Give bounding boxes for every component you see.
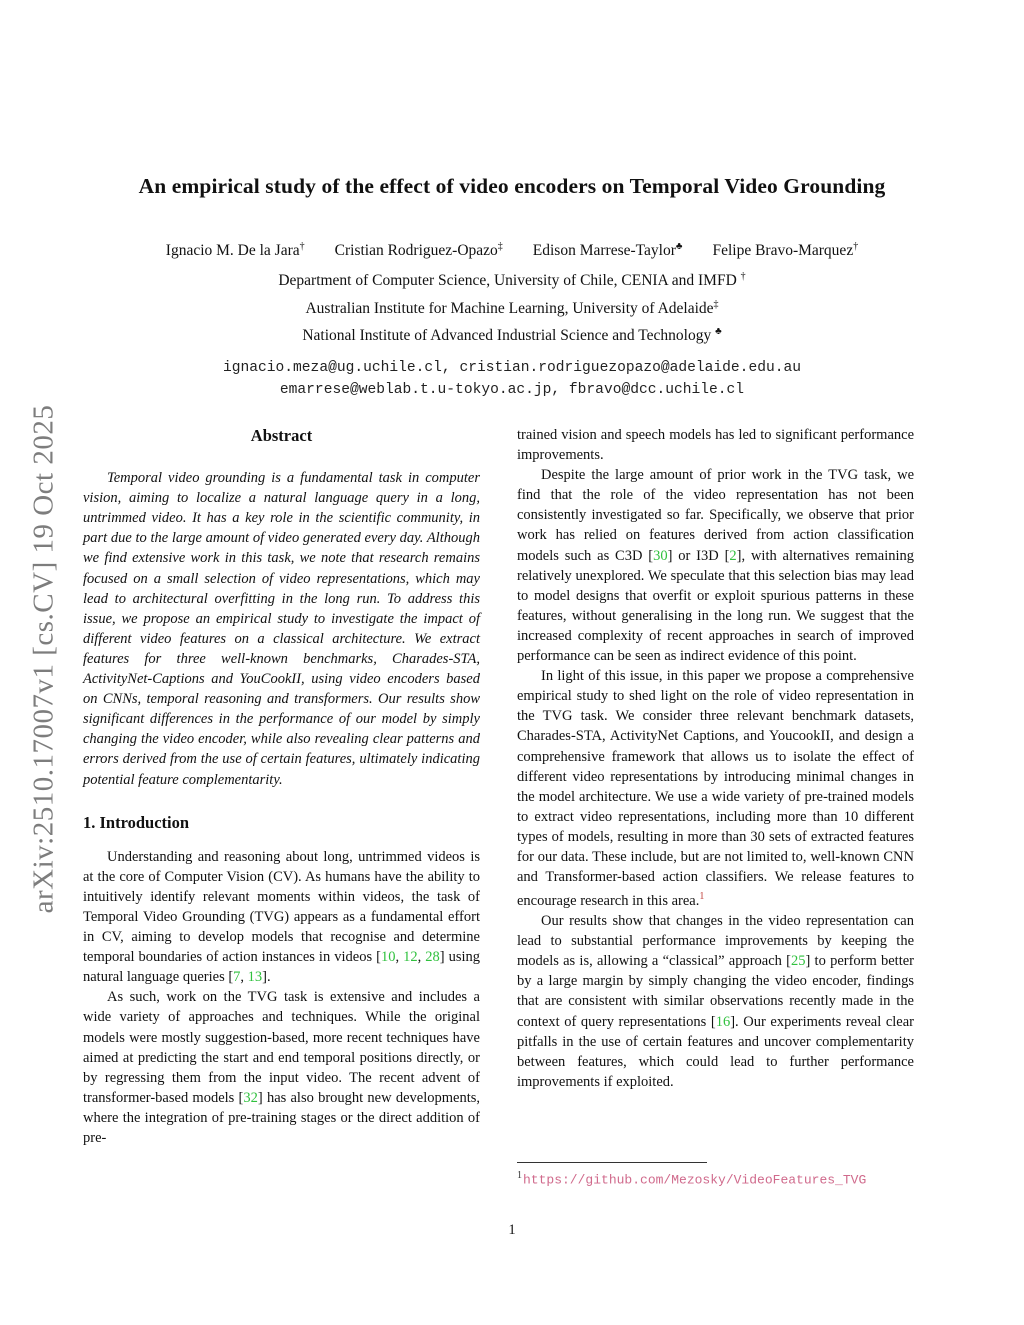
page-number: 1 (508, 1222, 516, 1238)
paragraph: In light of this issue, in this paper we propose a comprehensive empirical study to shed light on the role of video representation in the TVG task. We consider three relevant benchmark datasets, Charades-STA, ActivityNet Captions, and YoucookII, and design a comprehensive framework that allows us to isolate the effect of different video representations by introducing minimal changes in the model architecture. We use a wide variety of pre-trained models to extract video representations, including more than 10 different types of models, resulting in more than 30 sets of extracted features for our data. These include, but are not limited to, well-known CNN and Transformer-based action classifiers. We release features to encourage research in this area.$^1$ (517, 668, 914, 909)
email-line-2: emarrese@weblab.t.u-tokyo.ac.jp, fbravo@dcc.uchile.cl (279, 382, 745, 399)
author-name: Felipe Bravo-Marquez (712, 242, 854, 260)
footnote-marker: 1 (699, 891, 705, 903)
affiliation-mark: ♣ (715, 326, 722, 338)
author-name: Edison Marrese-Taylor (532, 242, 676, 260)
paragraph: As such, work on the TVG task is extensive and includes a wide variety of approaches and techniques. While the original models were mostly suggestion-based, more recent techniques have aimed at predicting the start and end temporal positions directly, or by regressing them from the input video. The recent advent of transformer-based models [32] has also brought new developments, where the integration of pre-training stages or the direct addition of pre- (83, 989, 480, 1146)
right-column (517, 425, 914, 1148)
affiliation-1: Department of Computer Science, University of Chile, CENIA and IMFD † (278, 271, 746, 290)
footnote-rule (517, 1162, 707, 1163)
citation-link[interactable]: 12 (403, 949, 418, 966)
arxiv-identifier: arXiv:2510.17007v1 [cs.CV] 19 Oct 2025 (27, 404, 60, 914)
citation-link[interactable]: 28 (425, 949, 440, 966)
footnote-block (517, 1162, 914, 1187)
footnote-number: 1 (517, 1170, 522, 1181)
author-affiliation-mark: ‡ (497, 241, 503, 252)
citation-link[interactable]: 30 (653, 547, 668, 564)
citation-link[interactable]: 10 (380, 949, 396, 966)
email-line-1: ignacio.meza@ug.uchile.cl, cristian.rodriguezopazo@adelaide.edu.au (222, 360, 801, 377)
author-affiliation-mark: † (853, 241, 859, 252)
paragraph: trained vision and speech models has led to significant performance improvements. (517, 427, 914, 464)
abstract-text: Temporal video grounding is a fundamental task in computer vision, aiming to localize a natural language query in a long, untrimmed video. It has a key role in the scientific community, in part due to the large amount of video generated every day. Although we find extensive work in this task, we note that research remains focused on a small selection of video representations, which may lead to architectural overfitting in the long run. To address this issue, we propose an empirical study to investigate the impact of different video features on a classical architecture. We extract features for three well-known benchmarks, Charades-STA, ActivityNet-Captions and YouCookII, using video encoders based on CNNs, temporal reasoning and transformers. Our results show significant differences in the performance of our model by simply changing the video encoder, while also revealing clear patterns and errors derived from the use of certain features, ultimately indicating potential feature complementarity. (83, 470, 480, 788)
paragraph: Understanding and reasoning about long, untrimmed videos is at the core of Computer Vision (CV). As humans have the ability to intuitively identify relevant moments within videos, the task of Temporal Video Grounding (TVG) appears as a fundamental effort in CV, aiming to develop models that recognise and determine temporal boundaries of action instances in videos [10, 12, 28] using natural language queries [7, 13]. (83, 848, 481, 986)
section-heading-introduction: 1. Introduction (83, 812, 190, 832)
github-repo-link[interactable]: https://github.com/Mezosky/VideoFeatures_TVG (523, 1172, 867, 1188)
affiliation-2: Australian Institute for Machine Learning, University of Adelaide‡ (305, 298, 719, 317)
citation-link[interactable]: 2 (729, 547, 737, 564)
affiliations (0, 265, 1024, 348)
author-3 (533, 241, 683, 260)
paper-header (0, 174, 1024, 401)
affiliation-3: National Institute of Advanced Industrial Science and Technology ♣ (302, 326, 722, 345)
citation-link[interactable]: 25 (791, 953, 806, 970)
paper-title: An empirical study of the effect of video encoders on Temporal Video Grounding (138, 174, 886, 198)
citation-link[interactable]: 13 (247, 969, 263, 986)
author-name: Ignacio M. De la Jara (165, 242, 300, 260)
author-line (0, 241, 1024, 260)
author-4 (712, 241, 858, 260)
author-emails (0, 357, 1024, 401)
left-column (83, 425, 480, 1148)
affiliation-mark: † (740, 271, 746, 283)
author-affiliation-mark: ♣ (675, 241, 683, 252)
footnote (517, 1170, 914, 1187)
affiliation-mark: ‡ (713, 298, 719, 310)
two-column-body (83, 425, 914, 1148)
author-2 (335, 241, 503, 260)
author-1 (166, 241, 305, 260)
author-name: Cristian Rodriguez-Opazo (334, 242, 498, 260)
citation-link[interactable]: 16 (715, 1013, 731, 1030)
abstract-heading: Abstract (250, 426, 313, 445)
citation-link[interactable]: 32 (243, 1089, 258, 1106)
author-affiliation-mark: † (299, 241, 305, 252)
paragraph: Our results show that changes in the video representation can lead to substantial performance improvements by keeping the models as is, allowing a “classical” approach [25] to perform better by a large margin by simply changing the video encoder, findings that are consistent with similar observations recently made in the context of query representations [16]. Our experiments reveal clear pitfalls in the use of certain features and uncover complementarity between features, which could lead to further performance improvements if exploited. (517, 913, 915, 1090)
citation-link[interactable]: 7 (233, 969, 241, 986)
paragraph: Despite the large amount of prior work in the TVG task, we find that the role of the video representation has not been consistently investigated so far. Specifically, we observe that prior work has relied on features derived from action classification models such as C3D [30] or I3D [2], with alternatives remaining relatively unexplored. We speculate that this selection bias may lead to model designs that overfit or exploit spurious patterns in these features, without generalising in the long run. We suggest that the increased complexity of recent approaches in search of improved performance can be seen as indirect evidence of this point. (517, 467, 915, 665)
